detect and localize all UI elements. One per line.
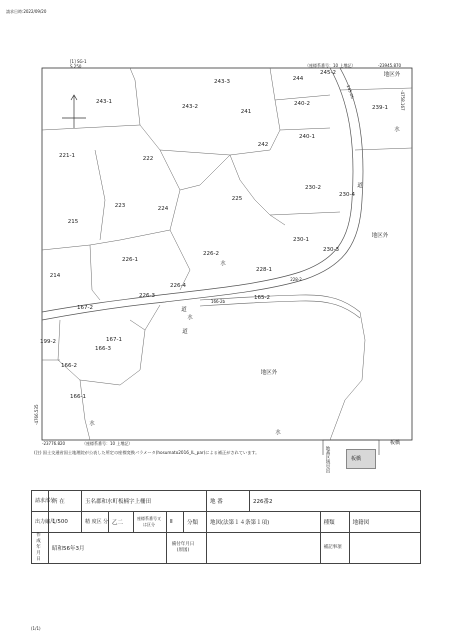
accuracy-label: 精 度区 分 [82,512,109,533]
road-label: 道 [181,307,187,313]
outside-area-label: 地区外 [260,370,278,376]
created-value: 昭和56年3月 [49,533,167,564]
notes-label: 補記事項 [320,533,349,564]
info-row-location [32,491,421,512]
parcel-243-2: 243-2 [182,104,198,110]
top-center-label: （座標系番号：10 上増記） [305,63,356,68]
lot-value: 226番2 [250,491,421,512]
scale-label: 出力縮尺 [32,512,49,533]
index-box-map: 板橋 [346,449,376,469]
parcel-226-3: 226-3 [139,293,155,299]
page-number: (1/1) [31,626,41,631]
parcel-230-2: 230-2 [305,185,321,191]
parcel-222: 222 [142,156,154,162]
notes-value [349,533,420,564]
parcel-214: 214 [49,273,61,279]
water-label: 水 [275,430,281,436]
issue-date: 請求日時:2022/09/20 [6,9,47,14]
outside-area-label: 地区外 [371,233,389,239]
parcel-230-1: 230-1 [293,237,309,243]
parcel-226-2: 226-2 [203,251,219,257]
water-label: 水 [187,315,193,321]
parcel-166-3: 166-3 [95,346,111,352]
classification-label: 分類 [184,512,207,533]
info-row-scale [32,512,421,533]
index-box-title: 地番区域見出 [325,446,330,473]
parcel-240-1: 240-1 [299,134,315,140]
top-right-coord: -23945.870 [378,63,402,68]
location-value: 玉名郡和水町板楠字上柵田 [82,491,207,512]
parcel-228-2: 228-2 [290,277,302,282]
outside-area-label: 地区外 [383,72,401,78]
lot-label: 地 番 [207,491,250,512]
parcel-166-1: 166-1 [70,394,86,400]
parcel-221-1: 221-1 [59,153,75,159]
parcel-241: 241 [240,109,252,115]
parcel-199-2: 199-2 [40,339,56,345]
map-legend-line2: S 250 [70,64,82,69]
index-box-side-label: 板橋 [390,440,401,446]
water-label: 水 [220,261,226,267]
parcel-245-2b: 245-2b [345,84,356,100]
parcel-226-4: 226-4 [170,283,186,289]
parcel-165-2: 165-2 [254,295,270,301]
parcel-228-1: 228-1 [256,267,272,273]
info-row-dates [32,533,421,564]
parcel-230-3: 230-3 [323,247,339,253]
parcel-245-2: 245-2 [320,70,336,76]
right-top-coord: -4758.167 [400,90,405,111]
correction-note: (注) 国土交通省国土地理院が公表した所定の座標変換パラメータ(hosumato2016_IL_par)による補正がされています。 [34,450,260,455]
classification-value: 地図(法第１４条第１項) [207,512,321,533]
coord-system-value: Ⅱ [167,512,184,533]
accuracy-value: 乙二 [109,512,134,533]
request-label: 請求部分 [32,491,49,512]
created-label: 作成年月日 [32,533,49,564]
parcel-244: 244 [292,76,304,82]
water-label: 水 [394,127,400,133]
parcel-167-2: 167-2 [77,305,93,311]
parcel-239-1: 239-1 [372,105,388,111]
map-legend-line1: [1] SG-1 [70,59,87,64]
parcel-243-1: 243-1 [96,99,112,105]
parcel-166-2: 166-2 [61,363,77,369]
parcel-224: 224 [157,206,169,212]
water-label: 水 [89,421,95,427]
scale-value: 1/500 [49,512,82,533]
left-bottom-coord: -4766.535 [34,404,39,425]
parcel-240-2: 240-2 [294,101,310,107]
parcel-215: 215 [67,219,79,225]
type-label: 種類 [320,512,349,533]
remark-value [207,533,321,564]
parcel-230-4: 230-4 [339,192,355,198]
parcel-226-1: 226-1 [122,257,138,263]
remark-label: 備付年月日(原図) [167,533,207,564]
road-label: 道 [357,183,363,189]
parcel-167-1: 167-1 [106,337,122,343]
road-label: 道 [182,329,188,335]
parcel-166-2b: 166-2b [210,299,226,304]
parcel-225: 225 [231,196,243,202]
parcel-242: 242 [257,142,269,148]
bottom-center-label: （座標系番号：10 上増記） [82,441,133,446]
type-value: 地籍図 [349,512,420,533]
parcel-223: 223 [114,203,126,209]
coord-system-label: 座標系番号又は区分 [134,512,167,533]
parcel-243-3: 243-3 [214,79,230,85]
info-table [31,490,421,564]
location-label: 所 在 [49,491,82,512]
bottom-left-coord: -23776.820 [42,441,66,446]
